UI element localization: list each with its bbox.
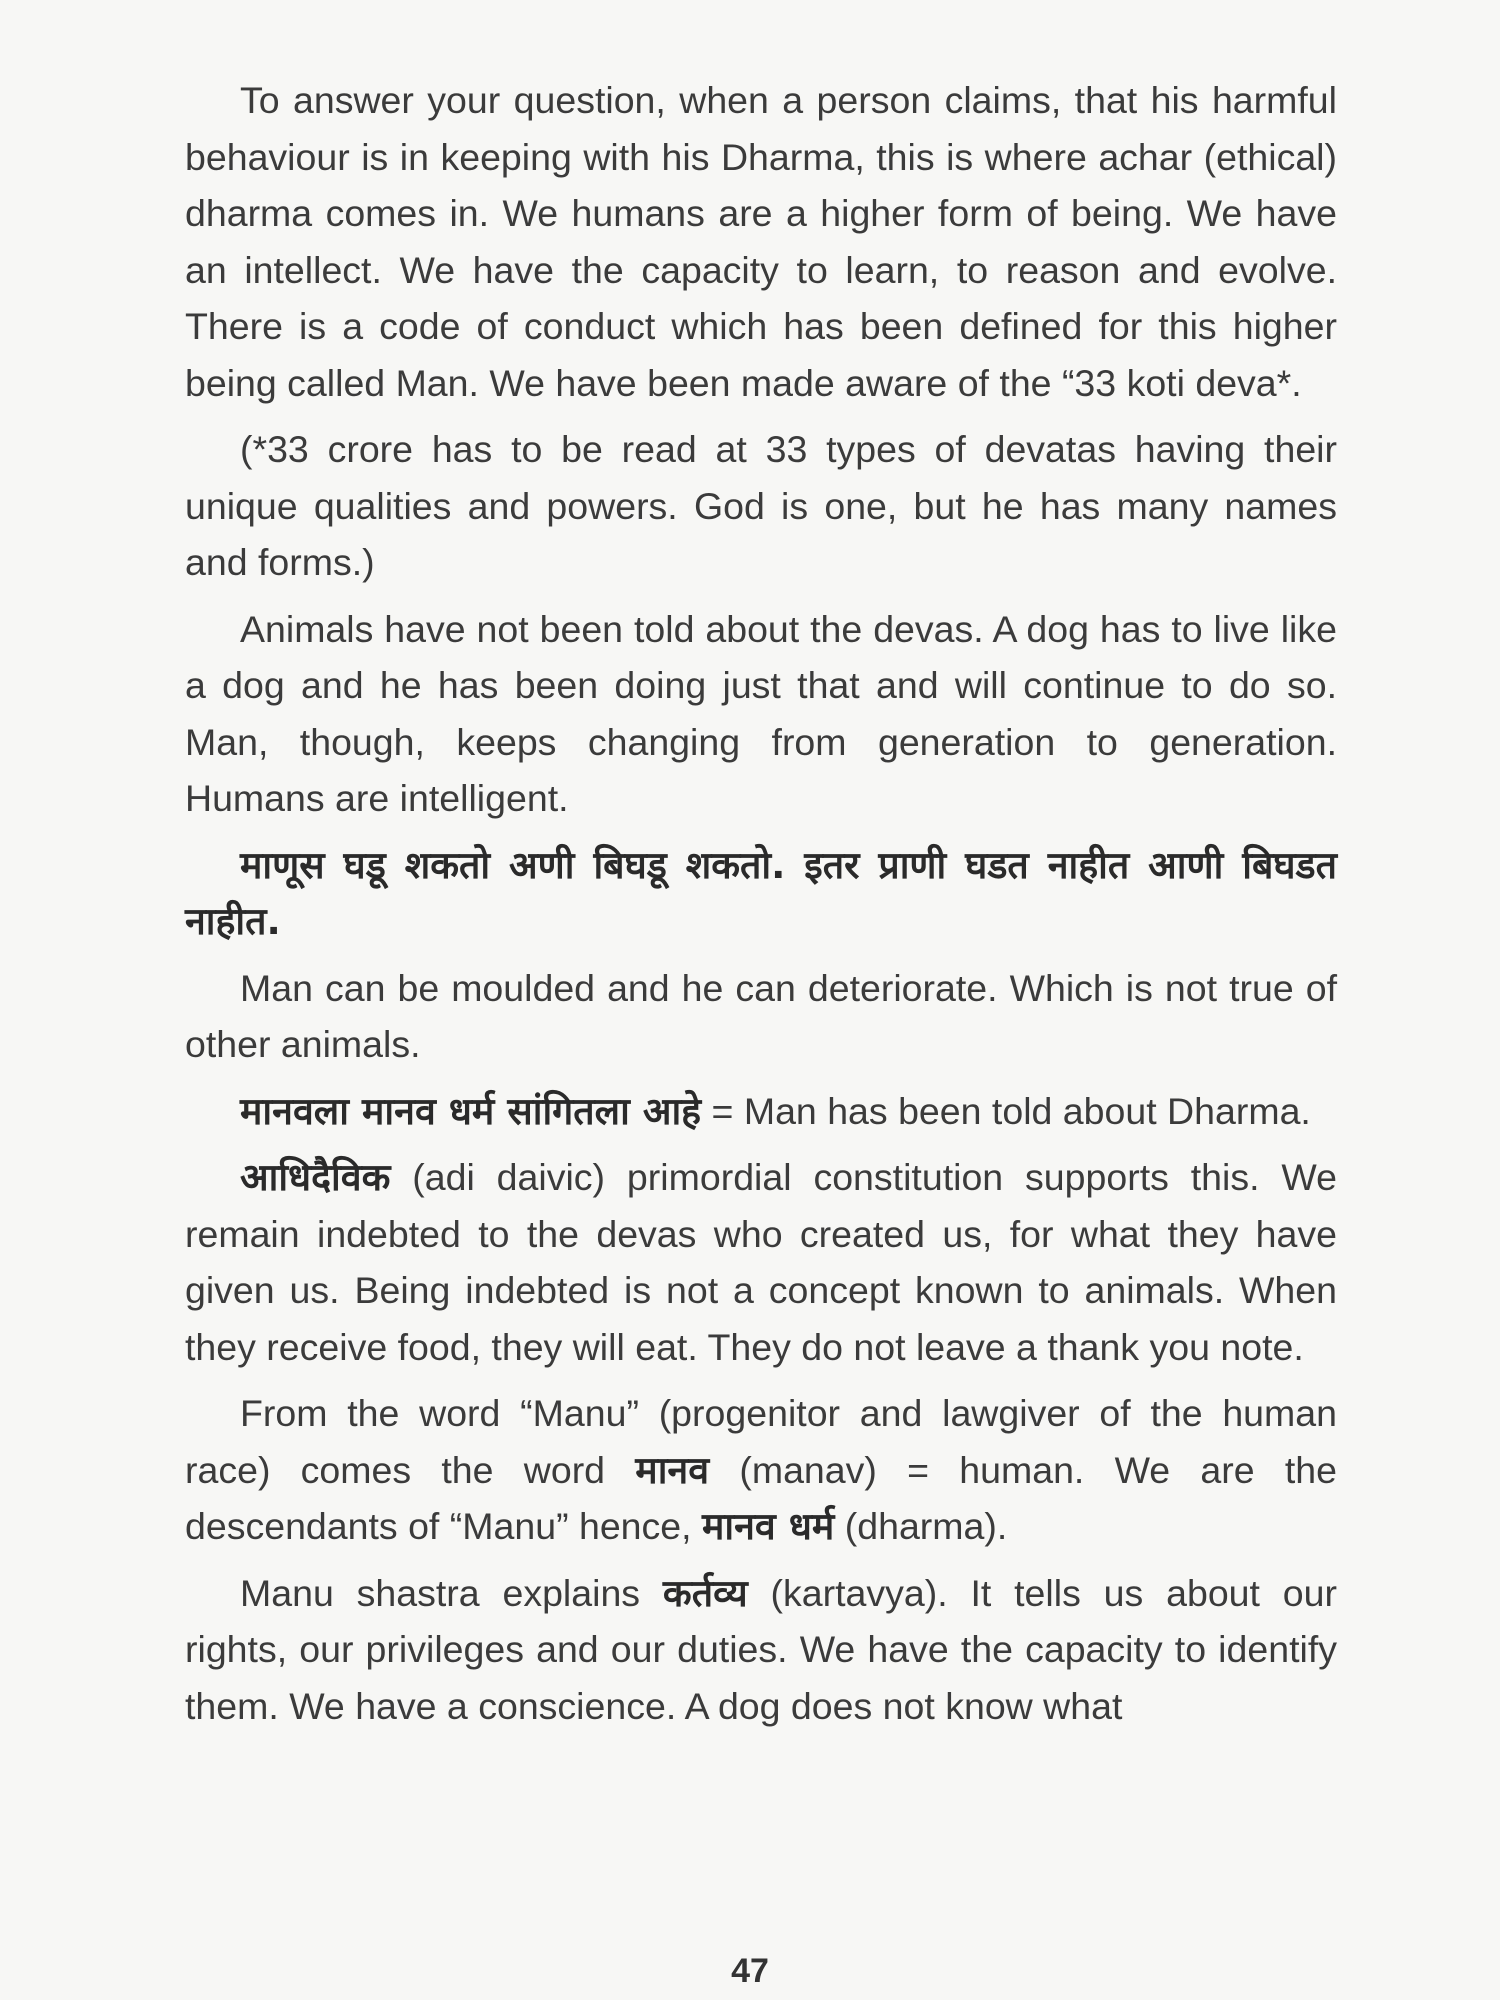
shastra-text-1: Manu shastra explains <box>240 1571 663 1614</box>
body-text <box>185 72 1337 1744</box>
manu-text-1: From the word “Manu” (progenitor and lawgiver of the human race) comes the word <box>185 1392 1337 1491</box>
paragraph-footnote-33-crore: (*33 crore has to be read at 33 types of devatas having their unique qualities and powers. God is one, but he has many names and forms.) <box>185 428 1337 583</box>
manu-text-3: (dharma). <box>834 1505 1008 1547</box>
manav-dharma-translation: = Man has been told about Dharma. <box>701 1089 1311 1132</box>
paragraph-manav-dharma <box>185 1083 1337 1140</box>
paragraph-manu <box>185 1385 1337 1555</box>
marathi-phrase-manav-dharma-2: मानव धर्म <box>701 1504 835 1548</box>
paragraph-adhidaivik <box>185 1149 1337 1375</box>
shastra-text-2: (kartavya). It tells us about our rights, our privileges and our duties. We have the capacity to identify them. We have a conscience. A dog does not know what <box>185 1571 1337 1727</box>
paragraph-code-of-conduct: To answer your question, when a person claims, that his harmful behaviour is in keeping with his Dharma, this is where achar (ethical) dharma comes in. We humans are a higher form of being. We have an intellect. We have the capacity to learn, to reason and evolve. There is a code of conduct which has been defined for this higher being called Man. We have been made aware of the “33 koti deva*. <box>185 79 1337 404</box>
paragraph-manu-shastra <box>185 1565 1337 1735</box>
paragraph-marathi-quote: माणूस घडू शकतो अणी बिघडू शकतो. इतर प्राणी घडत नाहीत आणी बिघडत नाहीत. <box>185 842 1337 943</box>
marathi-word-manav: मानव <box>635 1447 710 1492</box>
adhidaivik-text: (adi daivic) primordial constitution supports this. We remain indebted to the devas who created us, for what they have given us. Being indebted is not a concept known to animals. When they receive food, they will eat. They do not leave a thank you note. <box>185 1156 1337 1368</box>
marathi-word-kartavya: कर्तव्य <box>662 1570 748 1615</box>
paragraph-man-moulded: Man can be moulded and he can deteriorate. Which is not true of other animals. <box>185 966 1337 1065</box>
marathi-word-adhidaivik: आधिदैविक <box>240 1155 391 1199</box>
marathi-phrase-manav-dharma: मानवला मानव धर्म सांगितला आहे <box>240 1088 702 1133</box>
manu-text-2: (manav) = human. We are the descendants of “Manu” hence, <box>185 1448 1337 1547</box>
paragraph-animals-devas: Animals have not been told about the devas. A dog has to live like a dog and he has been doing just that and will continue to do so. Man, though, keeps changing from generation to generation. Humans are intelligent. <box>185 607 1337 819</box>
page-number: 47 <box>731 1952 769 1990</box>
